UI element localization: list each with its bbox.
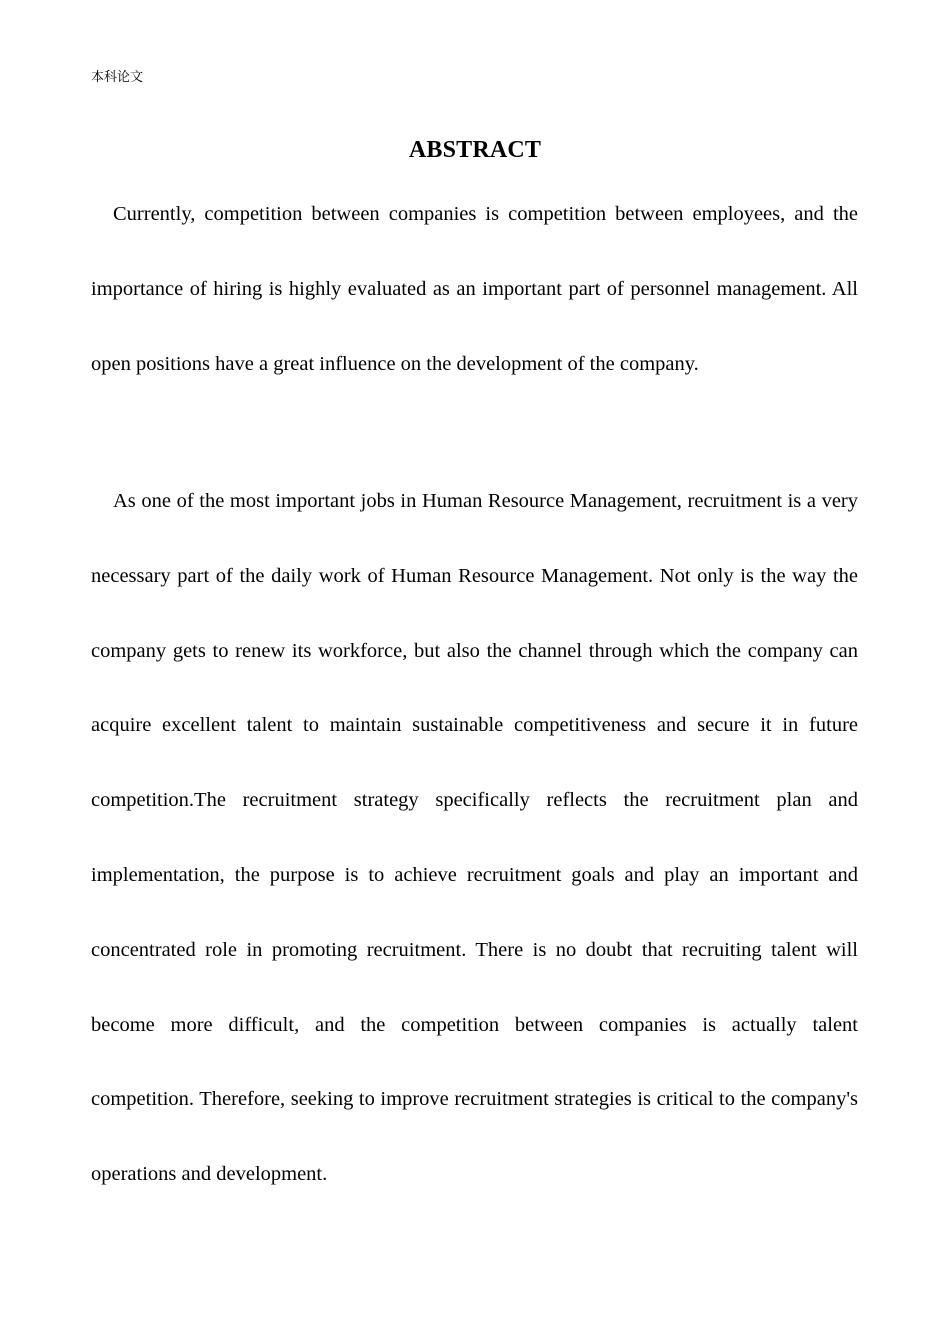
abstract-paragraph-1: Currently, competition between companies is competition between employees, and the importance of hiring is highly evaluated as an important part of personnel management. All open positions have a great influence on the development of the company. xyxy=(91,203,858,375)
running-header: 本科论文 xyxy=(91,70,144,85)
abstract-title: ABSTRACT xyxy=(408,137,542,163)
abstract-paragraph-2: As one of the most important jobs in Human Resource Management, recruitment is a very necessary part of the daily work of Human Resource Management. Not only is the way the company gets to renew its workforce, but also the channel through which the company can acquire excellent talent to maintain sustainable competitiveness and secure it in future competition.The recruitment strategy specifically reflects the recruitment plan and implementation, the purpose is to achieve recruitment goals and play an important and concentrated role in promoting recruitment. There is no doubt that recruiting talent will become more difficult, and the competition between companies is actually talent competition. Therefore, seeking to improve recruitment strategies is critical to the company's operations and development. xyxy=(91,490,858,1186)
